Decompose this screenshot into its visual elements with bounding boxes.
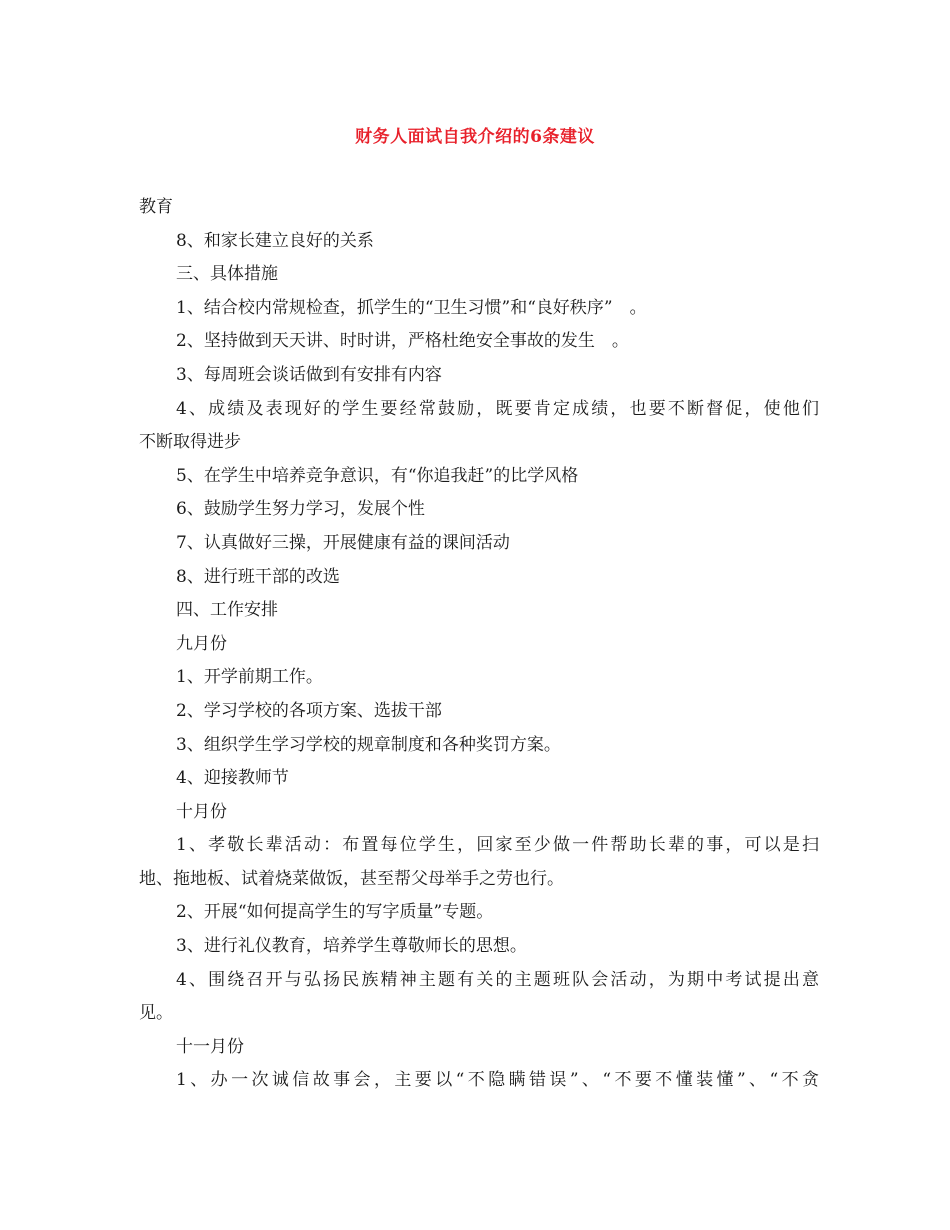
document-title: 财务人面试自我介绍的6条建议: [355, 127, 595, 147]
list-item-continuation: 不断取得进步: [139, 432, 241, 453]
list-item: 2、开展“如何提高学生的写字质量”专题。: [176, 902, 494, 923]
section-heading: 四、工作安排: [176, 600, 278, 621]
list-item: 2、坚持做到天天讲、时时讲，严格杜绝安全事故的发生 。: [176, 331, 629, 352]
document-body: [139, 191, 819, 1098]
list-item: 7、认真做好三操，开展健康有益的课间活动: [176, 532, 510, 553]
text-line: 教育: [139, 197, 173, 217]
list-item: 3、组织学生学习学校的规章制度和各种奖罚方案。: [176, 734, 561, 755]
list-item: 1、开学前期工作。: [176, 667, 323, 688]
list-item: 8、进行班干部的改选: [176, 566, 340, 587]
text-line: 8、和家长建立良好的关系: [176, 230, 374, 251]
month-heading: 十一月份: [176, 1036, 244, 1057]
list-item: 5、在学生中培养竞争意识，有“你追我赶”的比学风格: [176, 465, 579, 486]
month-heading: 十月份: [176, 801, 227, 822]
list-item: 2、学习学校的各项方案、选拔干部: [176, 700, 442, 721]
list-item: 4、成绩及表现好的学生要经常鼓励，既要肯定成绩，也要不断督促，使他们: [176, 398, 819, 419]
list-item: 3、每周班会谈话做到有安排有内容: [176, 364, 442, 385]
list-item: 3、进行礼仪教育，培养学生尊敬师长的思想。: [176, 936, 527, 957]
list-item: 4、迎接教师节: [176, 768, 289, 789]
month-heading: 九月份: [176, 633, 227, 654]
section-heading: 三、具体措施: [176, 264, 278, 285]
list-item: 1、结合校内常规检查，抓学生的“卫生习惯”和“良好秩序” 。: [176, 297, 647, 318]
list-item: 4、围绕召开与弘扬民族精神主题有关的主题班队会活动，为期中考试提出意: [176, 969, 819, 990]
list-item: 6、鼓励学生努力学习，发展个性: [176, 499, 425, 520]
list-item-continuation: 地、拖地板、试着烧菜做饭，甚至帮父母举手之劳也行。: [139, 868, 564, 889]
list-item: 1、孝敬长辈活动：布置每位学生，回家至少做一件帮助长辈的事，可以是扫: [176, 835, 819, 856]
list-item: 1、办一次诚信故事会，主要以“不隐瞒错误”、“不要不懂装懂”、“不贪: [176, 1070, 819, 1091]
list-item-continuation: 见。: [139, 1003, 173, 1024]
